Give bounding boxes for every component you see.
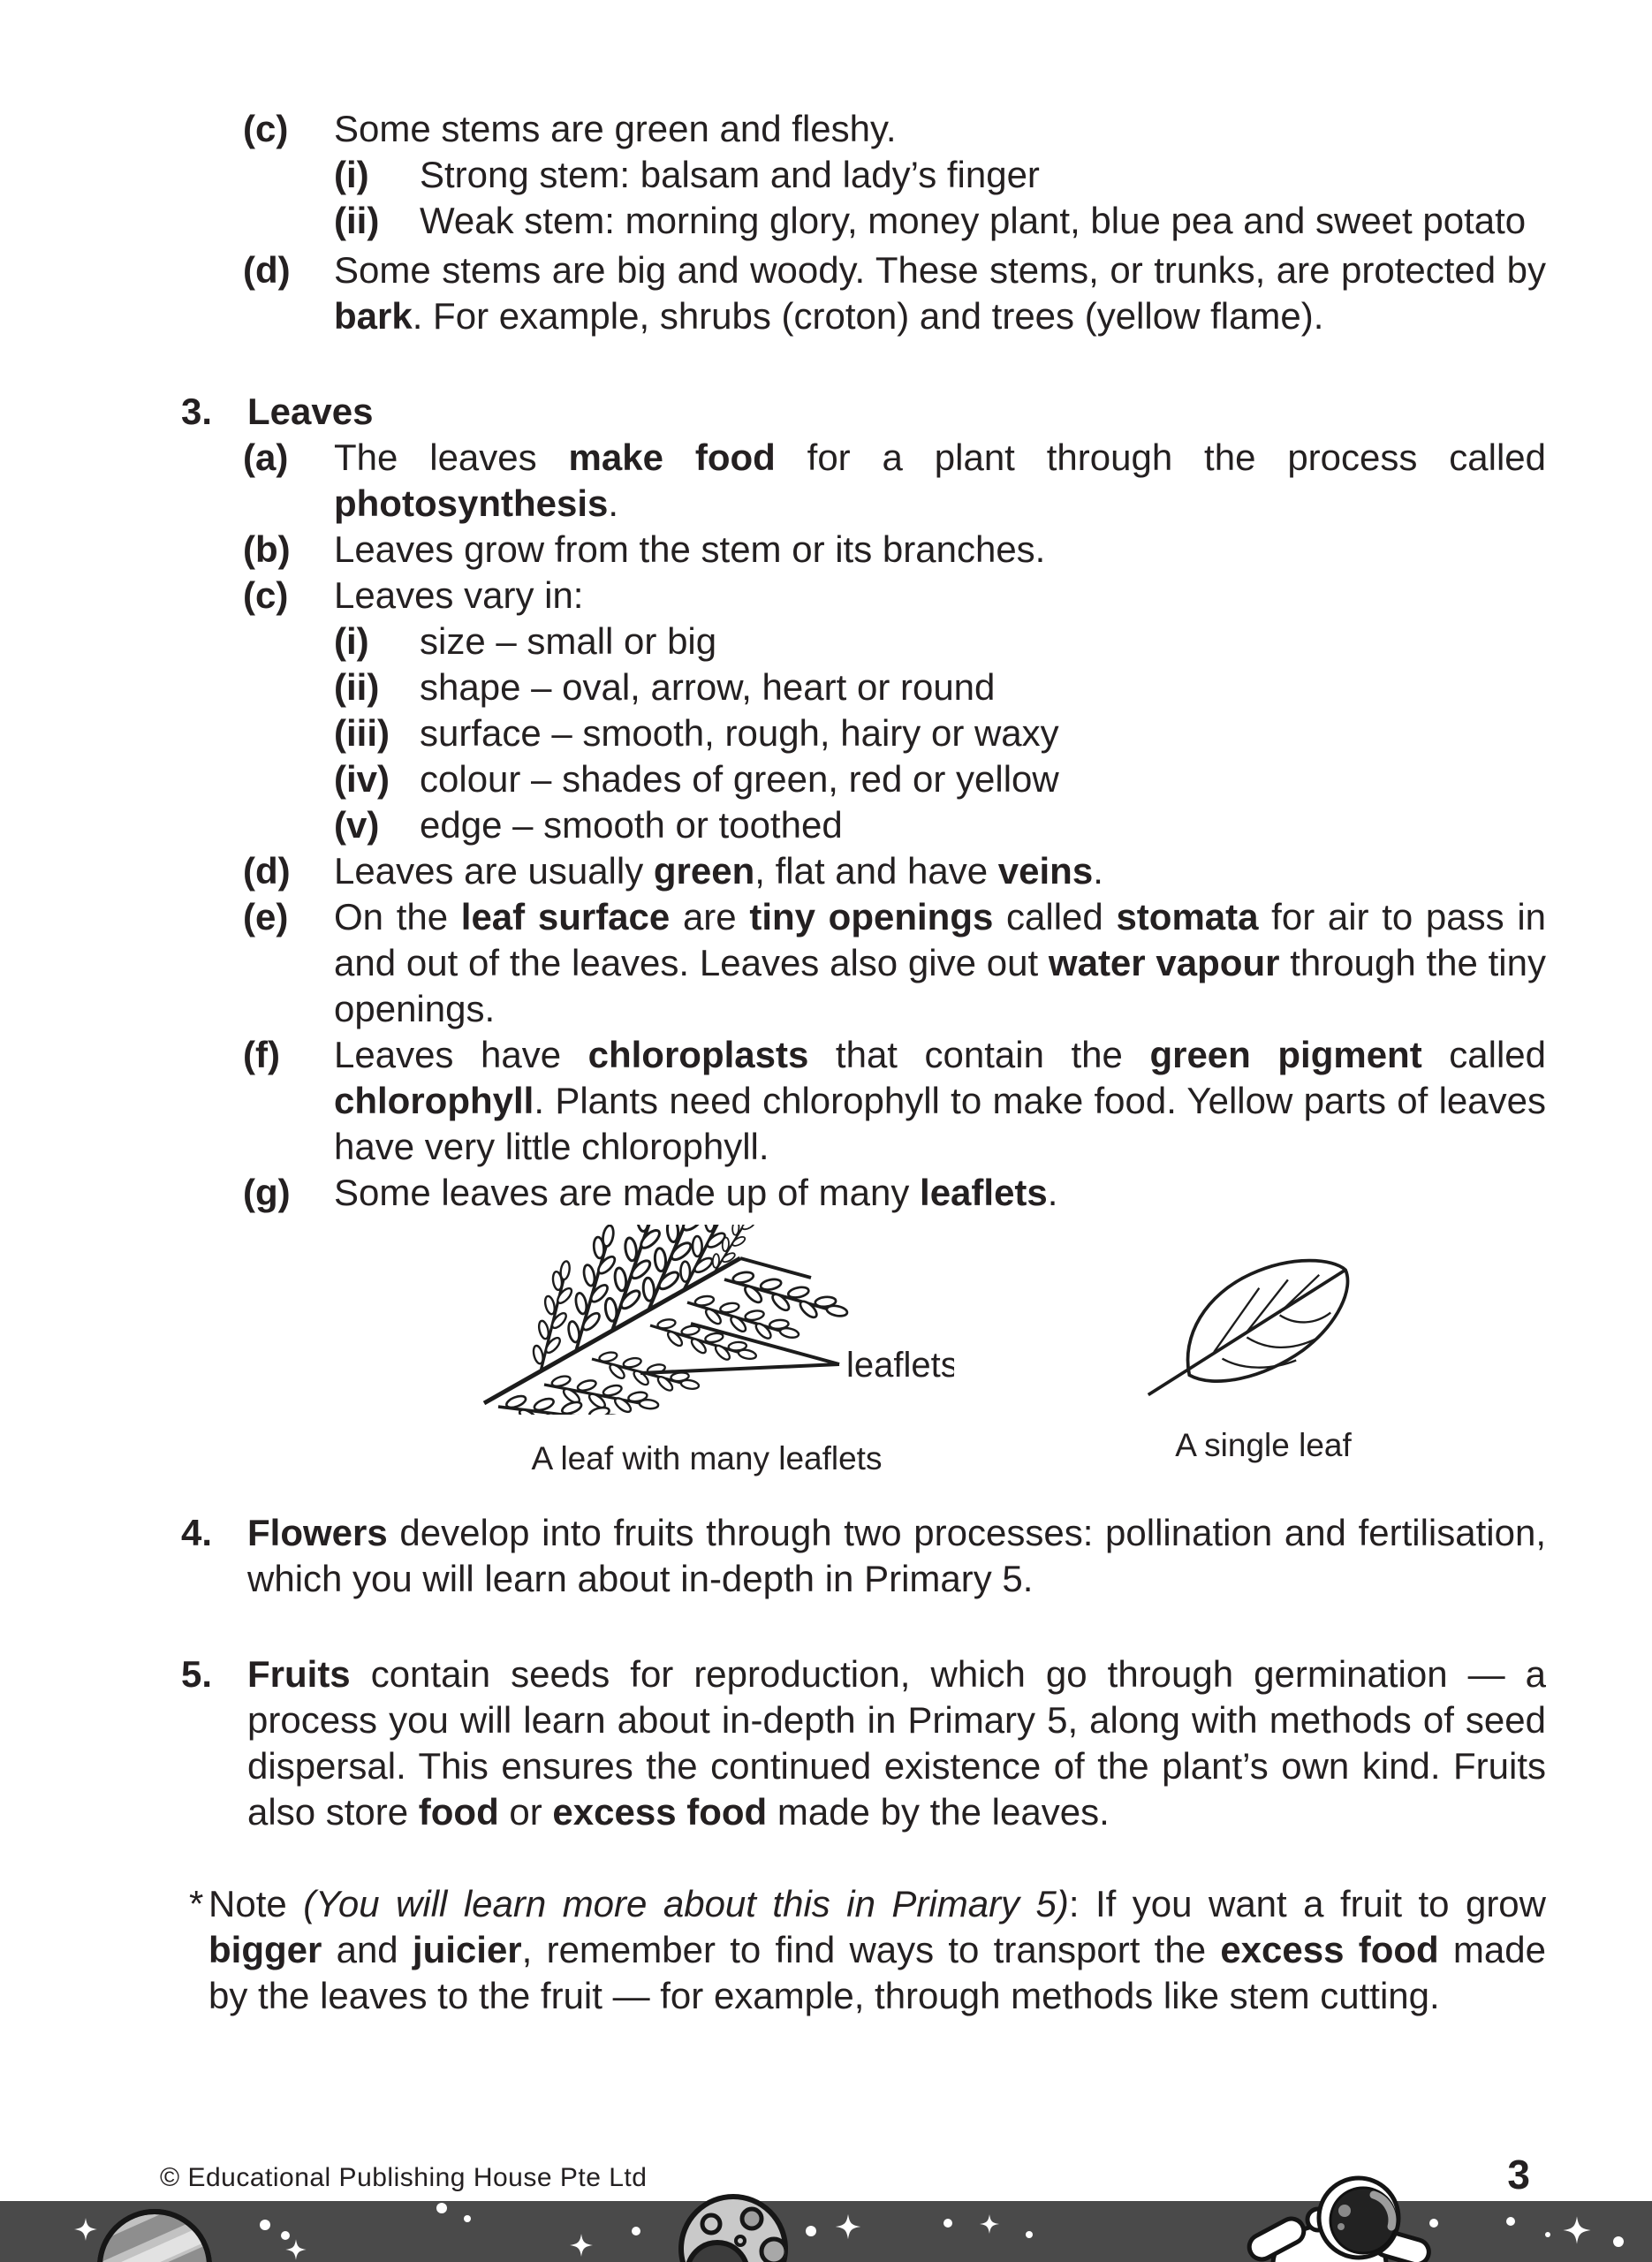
leaflets-label: leaflets [846, 1346, 954, 1385]
bold-term: chlorophyll [334, 1080, 534, 1121]
section-title [247, 389, 1546, 435]
section-4 [181, 1510, 1652, 1602]
text-segment: surface – smooth, rough, hairy or waxy [420, 712, 1059, 754]
list-item-3g [243, 1170, 1652, 1216]
list-text [420, 619, 1546, 664]
list-text [420, 756, 1546, 802]
text-segment: . [1093, 850, 1103, 892]
asterisk-marker: * [189, 1883, 204, 1924]
list-marker: (c) [243, 574, 289, 616]
list-text [334, 848, 1546, 894]
list-text [334, 1032, 1546, 1170]
footer-space-band [0, 2129, 1652, 2262]
text-segment: edge – smooth or toothed [420, 804, 843, 846]
section-text [247, 1651, 1546, 1835]
list-marker: (ii) [334, 666, 380, 708]
text-segment: that contain the [808, 1034, 1150, 1075]
list-item-3c-i [334, 619, 1652, 664]
text-segment: or [498, 1791, 553, 1833]
single-leaf-illustration [1104, 1237, 1422, 1401]
text-segment: . [608, 482, 619, 524]
bold-term: Fruits [247, 1653, 351, 1695]
text-segment: . Plants need chlorophyll to make food. Yellow parts of leaves have very little chlorophyll. [334, 1080, 1546, 1167]
text-segment: shape – oval, arrow, heart or round [420, 666, 996, 708]
bold-term: leaflets [920, 1172, 1048, 1213]
list-item-3c-ii [334, 664, 1652, 710]
bold-term: green [653, 850, 755, 892]
section-text [247, 1510, 1546, 1602]
text-segment: Note [208, 1883, 304, 1924]
bold-term: photosynthesis [334, 482, 609, 524]
section-3-heading [181, 389, 1652, 435]
section-5 [181, 1651, 1652, 1835]
list-text [334, 527, 1546, 573]
bold-term: tiny openings [749, 896, 994, 937]
list-marker: (b) [243, 528, 291, 570]
list-item-3e [243, 894, 1652, 1032]
italic-segment: (You will learn more about this in Primary 5) [303, 1883, 1069, 1924]
figure-single-leaf [1104, 1225, 1422, 1463]
figure-caption: A leaf with many leaflets [531, 1440, 883, 1476]
bold-term: stomata [1116, 896, 1259, 937]
list-item-c-ii [334, 198, 1652, 244]
copyright-notice: © Educational Publishing House Pte Ltd [160, 2163, 648, 2192]
list-item-c-i [334, 152, 1652, 198]
text-segment: for a plant through the process called [775, 436, 1546, 478]
list-marker: (iii) [334, 712, 390, 754]
bold-term: bigger [208, 1929, 322, 1970]
text-segment: Leaves have [334, 1034, 588, 1075]
text-segment: are [670, 896, 750, 937]
list-text [420, 198, 1546, 244]
figure-row [0, 1225, 1652, 1510]
list-text [334, 106, 1546, 152]
list-text [334, 1170, 1546, 1216]
bold-term: Leaves [247, 391, 374, 432]
list-marker: (i) [334, 154, 369, 195]
list-marker: (a) [243, 436, 289, 478]
list-marker: (i) [334, 620, 369, 662]
page-content [0, 106, 1652, 2019]
text-segment: Strong stem: balsam and lady’s finger [420, 154, 1040, 195]
list-text [334, 573, 1546, 619]
text-segment: develop into fruits through two processes: pollination and fertilisation, which you will learn about in-depth in Primary 5. [247, 1512, 1546, 1599]
text-segment: Some stems are green and fleshy. [334, 108, 897, 149]
text-segment: Leaves grow from the stem or its branches. [334, 528, 1046, 570]
list-item-3c-iv [334, 756, 1652, 802]
text-segment: , flat and have [754, 850, 998, 892]
list-item-c [243, 106, 1652, 152]
list-marker: (c) [243, 108, 289, 149]
text-segment: through the tiny openings. [334, 942, 1546, 1029]
text-segment: . For example, shrubs (croton) and trees (yellow flame). [412, 295, 1324, 337]
list-item-3c-v [334, 802, 1652, 848]
list-marker: (ii) [334, 200, 380, 241]
bold-term: juicier [412, 1929, 522, 1970]
footnote-text [208, 1881, 1546, 2019]
footnote [189, 1881, 1652, 2019]
bold-term: make food [568, 436, 776, 478]
text-segment: Some leaves are made up of many [334, 1172, 921, 1213]
text-segment: On the [334, 896, 461, 937]
figure-compound-leaf [459, 1225, 954, 1476]
text-segment: Leaves are usually [334, 850, 654, 892]
list-item-3c [243, 573, 1652, 619]
text-segment: called [993, 896, 1117, 937]
list-marker: (iv) [334, 758, 390, 800]
list-item-3a [243, 435, 1652, 527]
text-segment: . [1047, 1172, 1058, 1213]
list-marker: (v) [334, 804, 380, 846]
text-segment: made by the leaves. [767, 1791, 1110, 1833]
list-item-d [243, 247, 1652, 339]
list-text [334, 247, 1546, 339]
text-segment: called [1421, 1034, 1546, 1075]
text-segment: , remember to find ways to transport the [521, 1929, 1221, 1970]
text-segment: made by the leaves to the fruit — for example, through methods like stem cutting. [208, 1929, 1546, 2016]
text-segment: colour – shades of green, red or yellow [420, 758, 1059, 800]
list-text [334, 435, 1546, 527]
text-segment: Some stems are big and woody. These stems, or trunks, are protected by [334, 249, 1546, 291]
bold-term: bark [334, 295, 413, 337]
section-number: 4. [181, 1512, 213, 1553]
list-text [420, 802, 1546, 848]
list-text [420, 152, 1546, 198]
list-marker: (d) [243, 850, 291, 892]
section-number: 5. [181, 1653, 213, 1695]
list-text [334, 894, 1546, 1032]
figure-caption: A single leaf [1175, 1427, 1352, 1463]
section-number: 3. [181, 391, 213, 432]
bold-term: excess food [552, 1791, 768, 1833]
text-segment: for air to pass in and out of the leaves. Leaves also give out [334, 896, 1547, 983]
list-item-3b [243, 527, 1652, 573]
list-marker: (e) [243, 896, 289, 937]
bold-term: veins [997, 850, 1094, 892]
list-marker: (f) [243, 1034, 280, 1075]
text-segment: : If you want a fruit to grow [1068, 1883, 1546, 1924]
bold-term: food [418, 1791, 499, 1833]
text-segment: Leaves vary in: [334, 574, 584, 616]
text-segment: and [322, 1929, 413, 1970]
bold-term: Flowers [247, 1512, 388, 1553]
bold-term: chloroplasts [587, 1034, 809, 1075]
bold-term: leaf surface [460, 896, 671, 937]
bold-term: excess food [1220, 1929, 1439, 1970]
compound-leaf-illustration [459, 1225, 954, 1415]
bold-term: green pigment [1149, 1034, 1422, 1075]
text-segment: Weak stem: morning glory, money plant, blue pea and sweet potato [420, 200, 1527, 241]
list-item-3d [243, 848, 1652, 894]
bold-term: water vapour [1048, 942, 1280, 983]
text-segment: contain seeds for reproduction, which go through germination — a process you will learn about in-depth in Primary 5, along with methods of seed dispersal. This ensures the continued existence of the plant’s own kind. Fruits also store [247, 1653, 1546, 1833]
list-text [420, 710, 1546, 756]
list-text [420, 664, 1546, 710]
list-item-3f [243, 1032, 1652, 1170]
text-segment: The leaves [334, 436, 569, 478]
page-number: 3 [1507, 2152, 1530, 2197]
list-item-3c-iii [334, 710, 1652, 756]
list-marker: (g) [243, 1172, 291, 1213]
text-segment: size – small or big [420, 620, 717, 662]
list-marker: (d) [243, 249, 291, 291]
